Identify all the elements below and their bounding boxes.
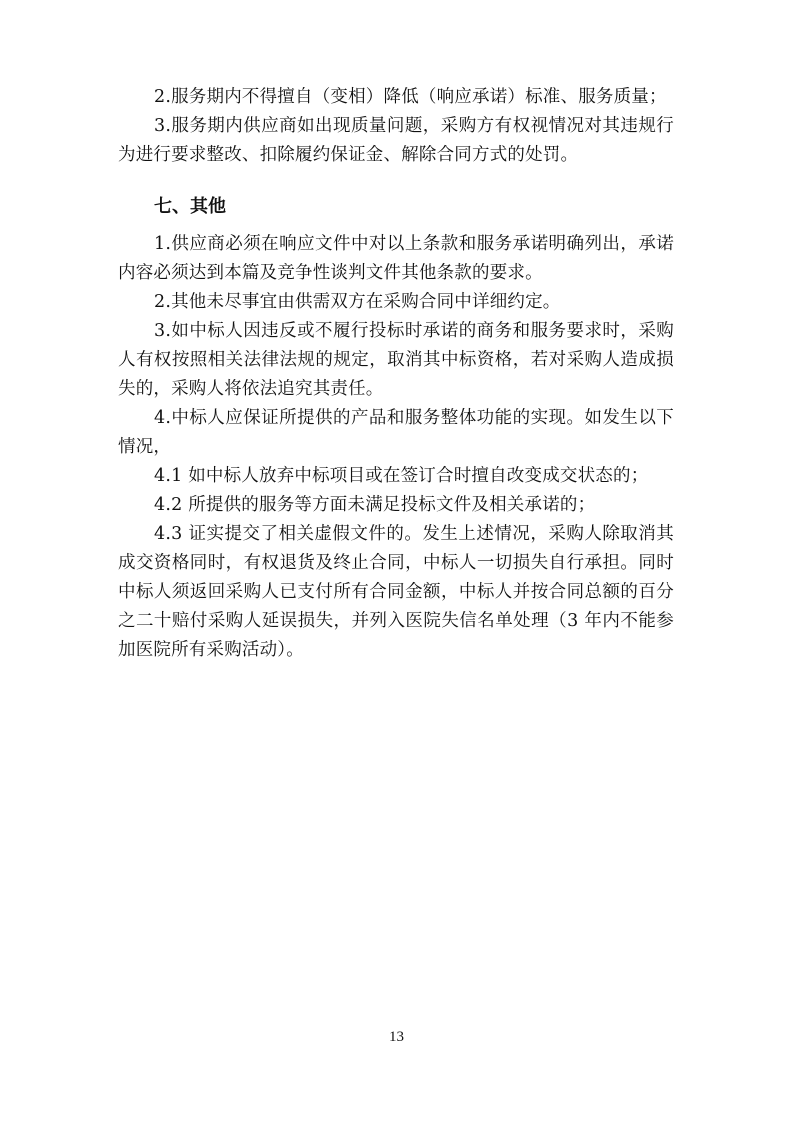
paragraph-item-4: 4.中标人应保证所提供的产品和服务整体功能的实现。如发生以下情况， [118,408,674,457]
page-number: 13 [389,1029,404,1045]
paragraph-item-4-3: 4.3 证实提交了相关虚假文件的。发生上述情况，采购人除取消其成交资格同时，有权退货及终止合同，中标人一切损失自行承担。同时中标人须返回采购人已支付所有合同金额，中标人并按合同总额的百分之二十赔付采购人延误损失，并列入医院失信名单处理（3 年内不能参加医院所有采购活动）。 [118,524,674,660]
paragraph-item-2: 2.其他未尽事宜由供需双方在采购合同中详细约定。 [154,292,561,312]
section-title-other: 七、其他 [154,196,226,217]
paragraph-service-standard: 2.服务期内不得擅自（变相）降低（响应承诺）标准、服务质量； [154,87,667,107]
document-body [118,83,674,665]
paragraph-item-1: 1.供应商必须在响应文件中对以上条款和服务承诺明确列出，承诺内容必须达到本篇及竞争性谈判文件其他条款的要求。 [118,234,674,283]
paragraph-item-3: 3.如中标人因违反或不履行投标时承诺的商务和服务要求时，采购人有权按照相关法律法规的规定，取消其中标资格，若对采购人造成损失的，采购人将依法追究其责任。 [118,321,674,399]
paragraph-item-4-1: 4.1 如中标人放弃中标项目或在签订合时擅自改变成交状态的； [154,466,649,486]
paragraph-quality-penalty: 3.服务期内供应商如出现质量问题，采购方有权视情况对其违规行为进行要求整改、扣除履约保证金、解除合同方式的处罚。 [118,116,674,165]
paragraph-item-4-2: 4.2 所提供的服务等方面未满足投标文件及相关承诺的； [154,495,596,515]
